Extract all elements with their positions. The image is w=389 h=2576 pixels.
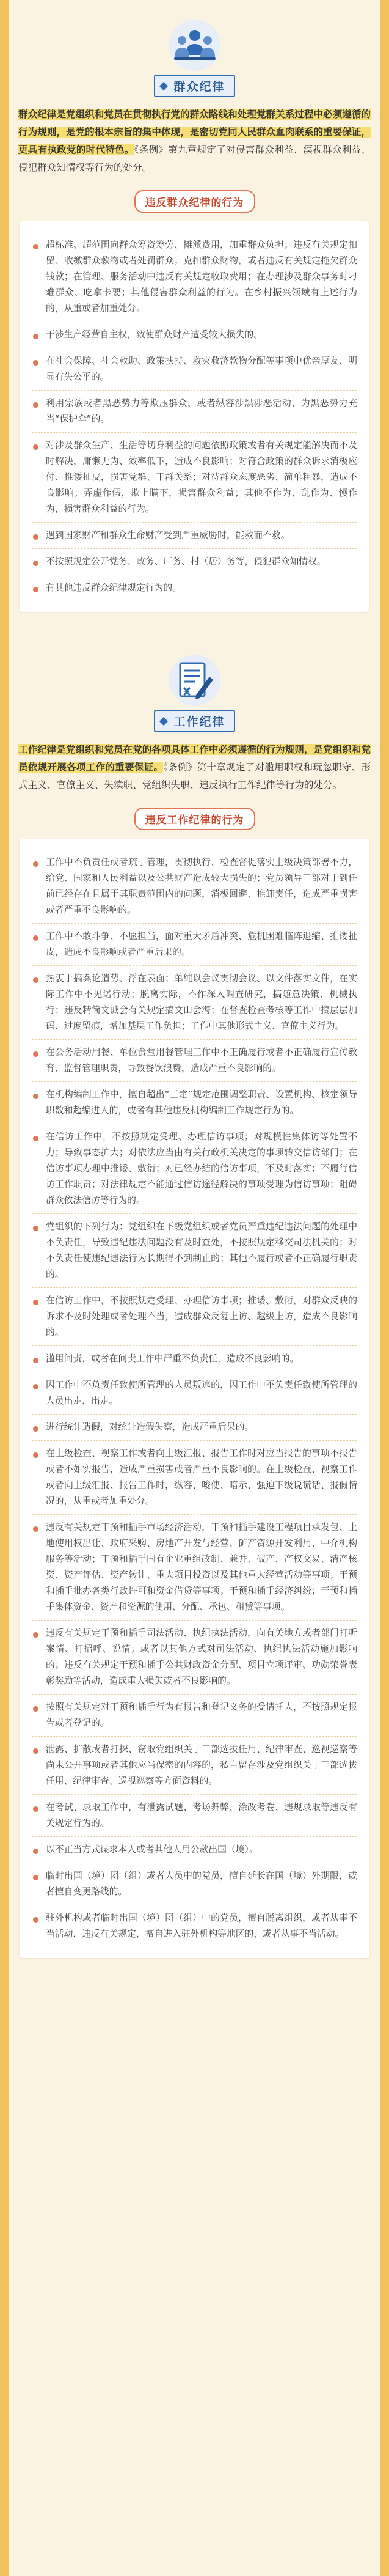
list-item (32, 1737, 357, 1795)
bullet-icon (33, 1706, 38, 1712)
bullet-icon (33, 935, 38, 941)
subsection-header (16, 808, 373, 830)
list-item (32, 1863, 357, 1905)
list-item-text: 在信访工作中，不按照规定受理、办理信访事项；对规模性集体访等处置不力；导致事态扩大；对依法应当由有关行政机关决定的事项转交信访部门；在信访事项办理中推诿、敷衍；对已经办结的信访事项，不及时落实；不履行信访工作职责；对法律规定不能通过信访途径解决的事项受理为信访事项；阻碍群众依法信访等行为的。 (46, 1132, 357, 1205)
list-item-text: 在社会保障、社会救助、政策扶持、救灾救济款物分配等事项中优亲厚友、明显有失公平的。 (46, 356, 357, 382)
subsection-title: 违反群众纪律的行为 (134, 190, 255, 213)
list-item-text: 按照有关规定对干预和插手行为有报告和登记义务的受请托人，不按照规定报告或者登记的。 (46, 1702, 357, 1728)
list-item-text: 在机构编制工作中，擅自超出“三定”规定范围调整职责、设置机构、核定领导职数和超编进人的，或者有其他违反机构编制工作规定行为的。 (46, 1089, 357, 1116)
bullet-icon (33, 1526, 38, 1532)
bullet-icon (33, 587, 38, 592)
list-item (32, 966, 357, 1040)
bullet-icon (33, 1875, 38, 1880)
list-item (32, 1795, 357, 1837)
list-item (32, 322, 357, 348)
bullet-icon (33, 1748, 38, 1754)
bullet-icon (33, 561, 38, 566)
bullet-icon (33, 1358, 38, 1363)
list-item-text: 有其他违反群众纪律规定行为的。 (46, 583, 181, 593)
list-item-text: 工作中不负责任或者疏于管理，贯彻执行、检查督促落实上级决策部署不力，给党、国家和人民利益以及公共财产造成较大损失的；党员领导干部对于到任前已经存在且属于其职责范围内的问题，消极回避、推卸责任，造成严重损害或者严重不良影响的。 (46, 857, 357, 915)
bullet-icon (33, 1849, 38, 1854)
violations-list (20, 221, 369, 612)
list-item-text: 泄露、扩散或者打探、窃取党组织关于干部选拔任用、纪律审查、巡视巡察等尚未公开事项或者其他应当保密的内容的，私自留存涉及党组织关于干部选拔任用、纪律审查、巡视巡察等方面资料的。 (46, 1744, 357, 1786)
list-item (32, 1040, 357, 1082)
list-item (32, 1082, 357, 1124)
list-item (32, 523, 357, 549)
bullet-icon (33, 1452, 38, 1458)
bullet-icon (33, 1632, 38, 1638)
section-intro (18, 106, 371, 177)
list-item-text: 在信访工作中，不按照规定受理、办理信访事项；推诿、敷衍，对群众反映的诉求不及时处理或者处理不当，造成群众反复上访、越级上访，造成不良影响的。 (46, 1295, 357, 1338)
bullet-icon (33, 1806, 38, 1812)
section-work-discipline (16, 642, 373, 1958)
list-item-text: 工作中不敢斗争、不愿担当，面对重大矛盾冲突、危机困难临阵退缩、推诿扯皮，造成不良影响或者严重后果的。 (46, 931, 357, 957)
list-item-text: 热衷于搞舆论造势、浮在表面；单纯以会议贯彻会议、以文件落实文件，在实际工作中不见诺行动；脱离实际，不作深入调查研究，搞随意决策、机械执行；违反精简文诚会有关规定搞文山会海；在督查检查考核等工作中搞层层加码、过度留痕，增加基层工作负担；工作中其他形式主义、官僚主义行为。 (46, 973, 357, 1031)
list-item (32, 1441, 357, 1515)
list-item-text: 临时出国（境）团（组）或者人员中的党员，擅自延长在国（境）外期限，或者擅自变更路线的。 (46, 1871, 357, 1897)
violations-list (20, 839, 369, 1958)
list-item-text: 不按照规定公开党务、政务、厂务、村（居）务等，侵犯群众知情权。 (46, 556, 326, 567)
list-item-text: 在上级检查、视察工作或者向上级汇报、报告工作时对应当报告的事项不报告或者不如实报告，造成严重损害或者严重不良影响的。在上级检查、视察工作或者向上级汇报、报告工作时，纵容、唆使、暗示、强迫下级说谎话、报假情况的，从重或者加重处分。 (46, 1448, 357, 1506)
section-header (16, 7, 373, 97)
people-group-icon (165, 17, 224, 73)
bullet-icon (33, 244, 38, 249)
section-header (16, 642, 373, 732)
bullet-icon (33, 360, 38, 366)
bullet-icon (33, 444, 38, 450)
subsection-title: 违反工作纪律的行为 (134, 808, 255, 830)
list-item-text: 干涉生产经营自主权，致使群众财产遭受较大损失的。 (46, 329, 263, 340)
bullet-icon (33, 1917, 38, 1923)
list-item (32, 1515, 357, 1621)
list-item (32, 1214, 357, 1288)
section-title: 群众纪律 (154, 75, 234, 97)
bullet-icon (33, 1300, 38, 1305)
list-item (32, 232, 357, 322)
bullet-icon (33, 1226, 38, 1231)
bullet-icon (33, 1384, 38, 1389)
list-item (32, 1837, 357, 1863)
bullet-icon (33, 861, 38, 867)
list-item-text: 在公务活动用餐、单位食堂用餐管理工作中不正确履行或者不正确履行宣传教育、监督管理职责，导致餐饮浪费，造成严重不良影响的。 (46, 1047, 357, 1073)
intro-text: 《条例》第十章规定了对滥用职权和玩忽职守、形式主义、官僚主义、失渎职、党组织失职、违反执行工作纪律等行为的处分。 (18, 762, 371, 790)
list-item (32, 1905, 357, 1947)
bullet-icon (33, 534, 38, 540)
list-item (32, 1695, 357, 1737)
list-item-text: 党组织的下列行为：党组织在下级党组织或者党员严重违纪违法问题的处理中不负责任，导致违纪违法问题没有及时查处，不按照规定移交司法机关的；对不负责任使违纪违法行为长期得不到制止的；其他不履行或者不正确履行职责的。 (46, 1221, 357, 1279)
section-mass-discipline (16, 7, 373, 612)
section-divider (16, 620, 373, 642)
bullet-icon (33, 977, 38, 983)
list-item (32, 1621, 357, 1695)
bullet-icon (33, 1094, 38, 1099)
list-item (32, 1415, 357, 1441)
list-item (32, 391, 357, 433)
section-intro (18, 741, 371, 794)
list-item-text: 超标准、超范围向群众筹资筹劳、摊派费用，加重群众负担；违反有关规定扣留、收缴群众款物或者处罚群众；克扣群众财物，或者违反有关规定拖欠群众钱款；在管理、服务活动中违反有关规定收取费用；在办理涉及群众事务时刁难群众、吃拿卡要；其他侵害群众利益的行为。在乡村振兴领域有上述行为的，从重或者加重处分。 (46, 240, 357, 314)
bullet-icon (33, 334, 38, 339)
list-item (32, 433, 357, 523)
list-item (32, 1372, 357, 1415)
list-item (32, 850, 357, 924)
list-item-text: 违反有关规定干预和插手市场经济活动，干预和插手建设工程项目承发包、土地使用权出让、政府采购、房地产开发与经营、矿产资源开发利用、中介机构服务等活动；干预和插手国有企业重组改制、兼并、破产、产权交易、清产核资、资产评估、资产转让、重大项目投资以及其他重大经营活动等事项；干预和插手批办各类行政许可和资金借贷等事项；干预和插手经济纠纷；干预和插手集体资金、资产和资源的使用、分配、承包、租赁等事项。 (46, 1522, 357, 1612)
subsection-header (16, 190, 373, 213)
list-item-text: 以不正当方式谋求本人或者其他人用公款出国（境）。 (46, 1844, 258, 1855)
list-item (32, 549, 357, 575)
list-item (32, 348, 357, 391)
list-item-text: 对涉及群众生产、生活等切身利益的问题依照政策或者有关规定能解决而不及时解决，庸懒无为、效率低下，造成不良影响；对符合政策的群众诉求消极应付、推诿扯皮，损害党群、干群关系；对待群众态度恶劣、简单粗暴，造成不良影响；弄虚作假，欺上瞒下，损害群众利益；其他不作为、乱作为、慢作为，损害群众利益的行为。 (46, 440, 357, 514)
list-item-text: 遇到国家财产和群众生命财产受到严重威胁时，能救而不救。 (46, 530, 290, 540)
list-item-text: 违反有关规定干预和插手司法活动、执纪执法活动，向有关地方或者部门打听案情、打招呼、说情；或者以其他方式对司法活动、执纪执法活动施加影响的；违反有关规定干预和插手公共财政资金分配、项目立项评审、功勋荣誉表彰奖励等活动，造成重大损失或者不良影响的。 (46, 1628, 357, 1686)
list-item (32, 575, 357, 601)
intro-highlight: 群众纪律是党组织和党员在贯彻执行党的群众路线和处理党群关系过程中必须遵循的行为规则，是党的根本宗旨的集中体现，是密切党同人民群众血肉联系的重要保证，更具有执政党的时代特色。 (18, 109, 371, 155)
intro-highlight: 工作纪律是党组织和党员在党的各项具体工作中必须遵循的行为规则，是党组织和党员依规开展各项工作的重要保证。 (18, 744, 371, 773)
document-pen-icon (165, 652, 224, 708)
bullet-icon (33, 1051, 38, 1057)
intro-text: 《条例》第九章规定了对侵害群众利益、漠视群众利益、侵犯群众知情权等行为的处分。 (18, 144, 371, 173)
bullet-icon (33, 1426, 38, 1432)
list-item-text: 因工作中不负责任致使所管理的人员叛逃的，因工作中不负责任致使所管理的人员出走，出走。 (46, 1380, 357, 1406)
bullet-icon (33, 1136, 38, 1141)
list-item-text: 进行统计造假，对统计造假失察，造成严重后果的。 (46, 1422, 254, 1432)
list-item (32, 1124, 357, 1214)
list-item-text: 利用宗族或者黑恶势力等欺压群众，或者纵容涉黑涉恶活动、为黑恶势力充当“保护伞”的。 (46, 398, 357, 424)
list-item-text: 驻外机构或者临时出国（境）团（组）中的党员，擅自脱离组织，或者从事不当活动，违反有关规定，擅自进入驻外机构等地区的，或者从事不当活动。 (46, 1913, 357, 1939)
section-title: 工作纪律 (154, 710, 234, 732)
list-item (32, 1346, 357, 1372)
bullet-icon (33, 402, 38, 408)
list-item (32, 1288, 357, 1346)
list-item (32, 924, 357, 966)
list-item-text: 在考试、录取工作中，有泄露试题、考场舞弊、涂改考卷、违规录取等违反有关规定行为的。 (46, 1802, 357, 1828)
list-item-text: 滥用问责，或者在问责工作中严重不负责任，造成不良影响的。 (46, 1353, 299, 1364)
